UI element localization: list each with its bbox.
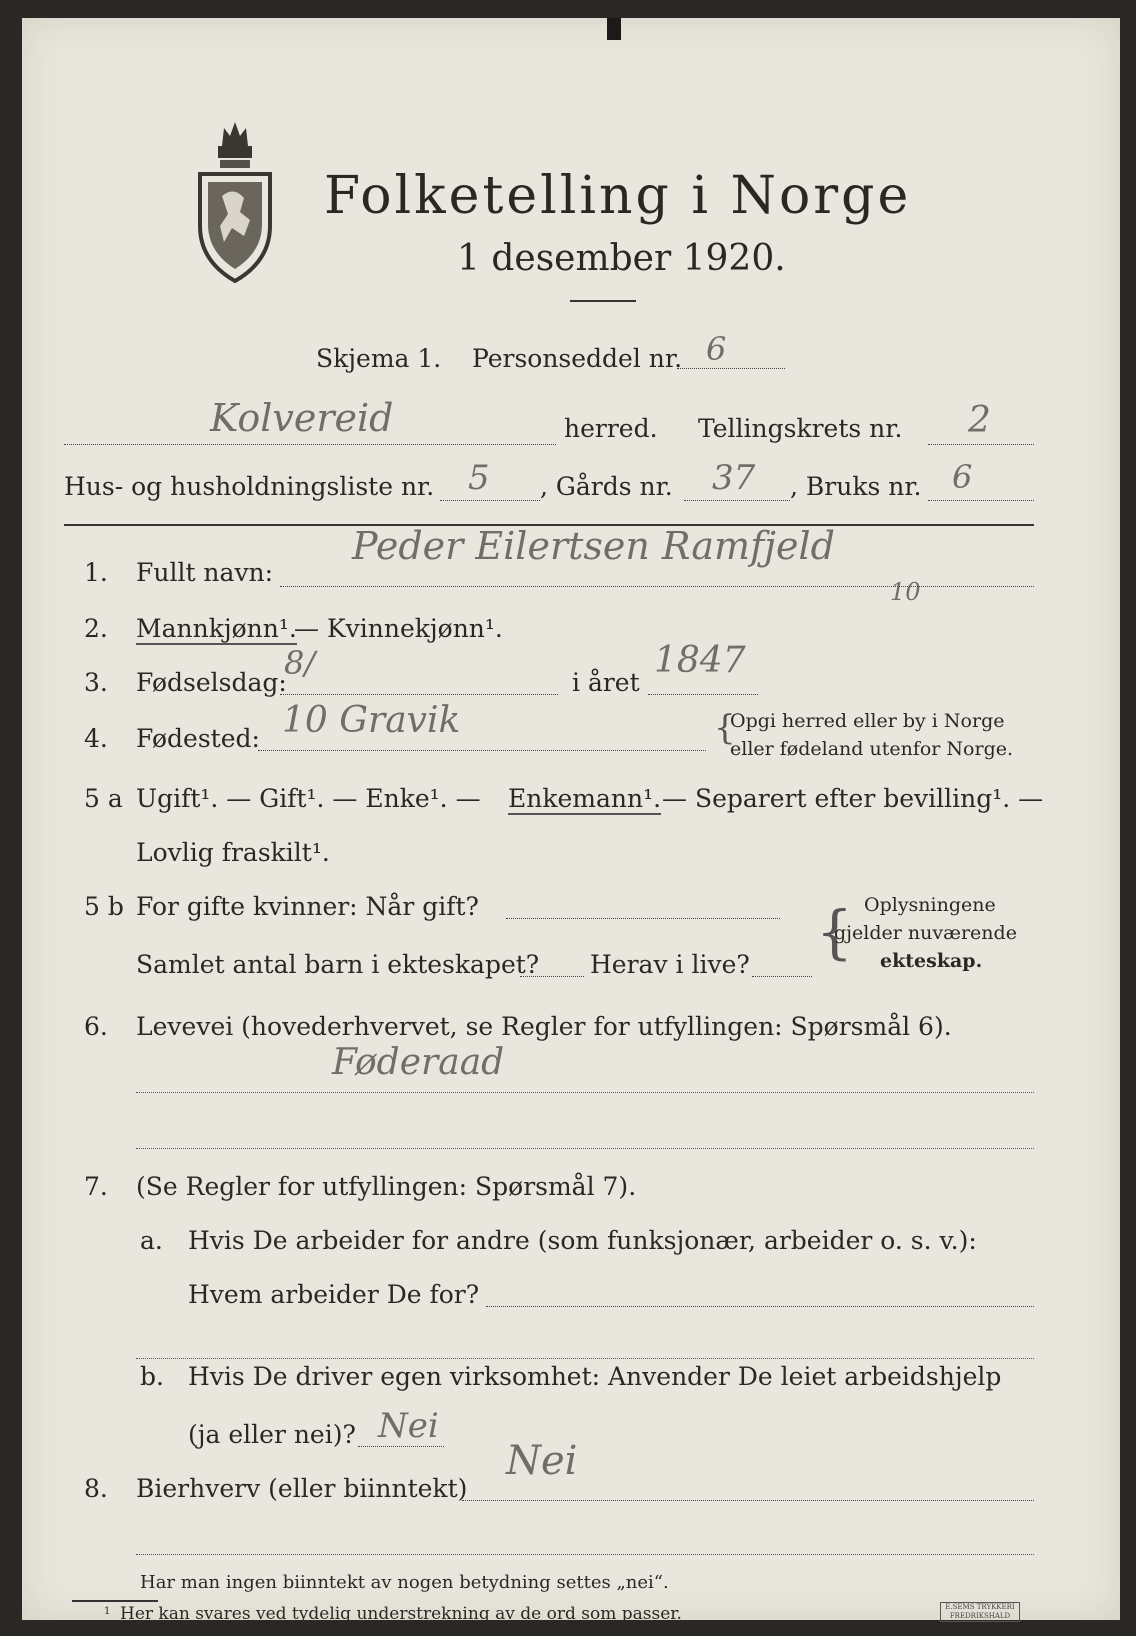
q5b-alive-line <box>752 976 812 977</box>
herred-line <box>64 444 556 445</box>
q1-number: 1. <box>84 558 108 587</box>
tellingskrets-line <box>928 444 1034 445</box>
q5b-number: 5 b <box>84 892 124 921</box>
q2-number: 2. <box>84 614 108 643</box>
bruks-label: , Bruks nr. <box>790 472 922 501</box>
q3-day-value: 8/ <box>284 644 316 682</box>
q3-year-line <box>648 694 758 695</box>
footnote-marker: 1 <box>104 1606 111 1617</box>
gards-label: , Gårds nr. <box>540 472 673 501</box>
q8-label: Bierhverv (eller biinntekt) <box>136 1474 468 1503</box>
q1-note: 10 <box>890 578 921 606</box>
personseddel-label: Personseddel nr. <box>472 344 683 373</box>
q7-label: (Se Regler for utfyllingen: Spørsmål 7). <box>136 1172 637 1201</box>
q7b-line <box>358 1446 444 1447</box>
q4-note-line1: Opgi herred eller by i Norge <box>730 710 1005 732</box>
q5b-children-label: Samlet antal barn i ekteskapet? <box>136 950 540 979</box>
page-notch <box>607 18 621 40</box>
q6-line-2 <box>136 1148 1034 1149</box>
tellingskrets-value: 2 <box>968 400 991 441</box>
q4-brace: { <box>714 708 736 748</box>
q3-year-label: i året <box>572 668 640 697</box>
q4-note-line2: eller fødeland utenfor Norge. <box>730 738 1014 760</box>
q5b-children-line <box>520 976 584 977</box>
q5a-options-3: Lovlig fraskilt¹. <box>136 838 330 867</box>
q1-line <box>280 586 1034 587</box>
personseddel-value: 6 <box>706 330 727 368</box>
q7a-who-line <box>486 1306 1034 1307</box>
title-divider <box>570 300 636 302</box>
q8-line <box>462 1500 1034 1501</box>
q8-value: Nei <box>506 1438 578 1484</box>
q3-year-value: 1847 <box>654 640 746 681</box>
q6-label: Levevei (hovederhvervet, se Regler for utfyllingen: Spørsmål 6). <box>136 1012 952 1041</box>
q1-value: Peder Eilertsen Ramfjeld <box>352 524 835 568</box>
q7b-text: Hvis De driver egen virksomhet: Anvender De leiet arbeidshjelp <box>188 1362 1002 1391</box>
q7a-who-label: Hvem arbeider De for? <box>188 1280 480 1309</box>
hus-line <box>440 500 540 501</box>
bruks-line <box>928 500 1034 501</box>
q2-male-option: Mannkjønn¹. <box>136 614 297 643</box>
footnote-text: Her kan svares ved tydelig understrekning av de ord som passer. <box>120 1604 682 1624</box>
bruks-value: 6 <box>952 458 973 496</box>
census-date: 1 desember 1920. <box>457 238 786 279</box>
q3-label: Fødselsdag: <box>136 668 287 697</box>
q7a-text: Hvis De arbeider for andre (som funksjonær, arbeider o. s. v.): <box>188 1226 977 1255</box>
herred-value: Kolvereid <box>210 396 394 440</box>
herred-label: herred. <box>564 414 658 443</box>
hus-value: 5 <box>468 458 490 498</box>
q5a-options-1: Ugift¹. — Gift¹. — Enke¹. — <box>136 784 481 813</box>
q1-label: Fullt navn: <box>136 558 274 587</box>
footer-note: Har man ingen biinntekt av nogen betydning settes „nei“. <box>140 1572 669 1593</box>
q3-number: 3. <box>84 668 108 697</box>
printer-stamp: E.SEMS TRYKKERI FREDRIKSHALD <box>940 1602 1020 1622</box>
q5b-brace: { <box>816 898 853 966</box>
q5b-note-line3: ekteskap. <box>880 950 983 972</box>
q5b-label: For gifte kvinner: Når gift? <box>136 892 479 921</box>
q6-line-1 <box>136 1092 1034 1093</box>
footnote-rule <box>72 1600 158 1602</box>
q4-value: 10 Gravik <box>282 700 461 741</box>
q5b-note-line1: Oplysningene <box>864 894 996 916</box>
q7a-line-2 <box>136 1358 1034 1359</box>
q8-line-2 <box>136 1554 1034 1555</box>
personseddel-line <box>677 368 785 369</box>
hus-label: Hus- og husholdningsliste nr. <box>64 472 435 501</box>
q5a-number: 5 a <box>84 784 123 813</box>
q4-number: 4. <box>84 724 108 753</box>
schema-label: Skjema 1. <box>316 344 442 373</box>
q7-number: 7. <box>84 1172 108 1201</box>
q5b-note-line2: gjelder nuværende <box>834 922 1017 944</box>
gards-value: 37 <box>712 458 756 498</box>
q7a-letter: a. <box>140 1226 163 1255</box>
census-form-page <box>22 18 1120 1624</box>
q4-label: Fødested: <box>136 724 260 753</box>
q5b-alive-label: Herav i live? <box>590 950 750 979</box>
coat-of-arms-icon <box>194 116 276 286</box>
q3-day-line <box>280 694 558 695</box>
q2-female-option: — Kvinnekjønn¹. <box>294 614 503 643</box>
q6-number: 6. <box>84 1012 108 1041</box>
gards-line <box>684 500 790 501</box>
q8-number: 8. <box>84 1474 108 1503</box>
q5a-options-2: — Separert efter bevilling¹. — <box>662 784 1044 813</box>
q5b-married-line <box>506 918 780 919</box>
q4-line <box>258 750 706 751</box>
q7b-ask-label: (ja eller nei)? <box>188 1420 356 1449</box>
q5a-enkemann-option: Enkemann¹. <box>508 784 662 813</box>
page-title: Folketelling i Norge <box>324 166 912 226</box>
q6-value: Føderaad <box>332 1042 505 1083</box>
q7b-value: Nei <box>378 1406 439 1446</box>
tellingskrets-label: Tellingskrets nr. <box>698 414 903 443</box>
q7b-letter: b. <box>140 1362 164 1391</box>
